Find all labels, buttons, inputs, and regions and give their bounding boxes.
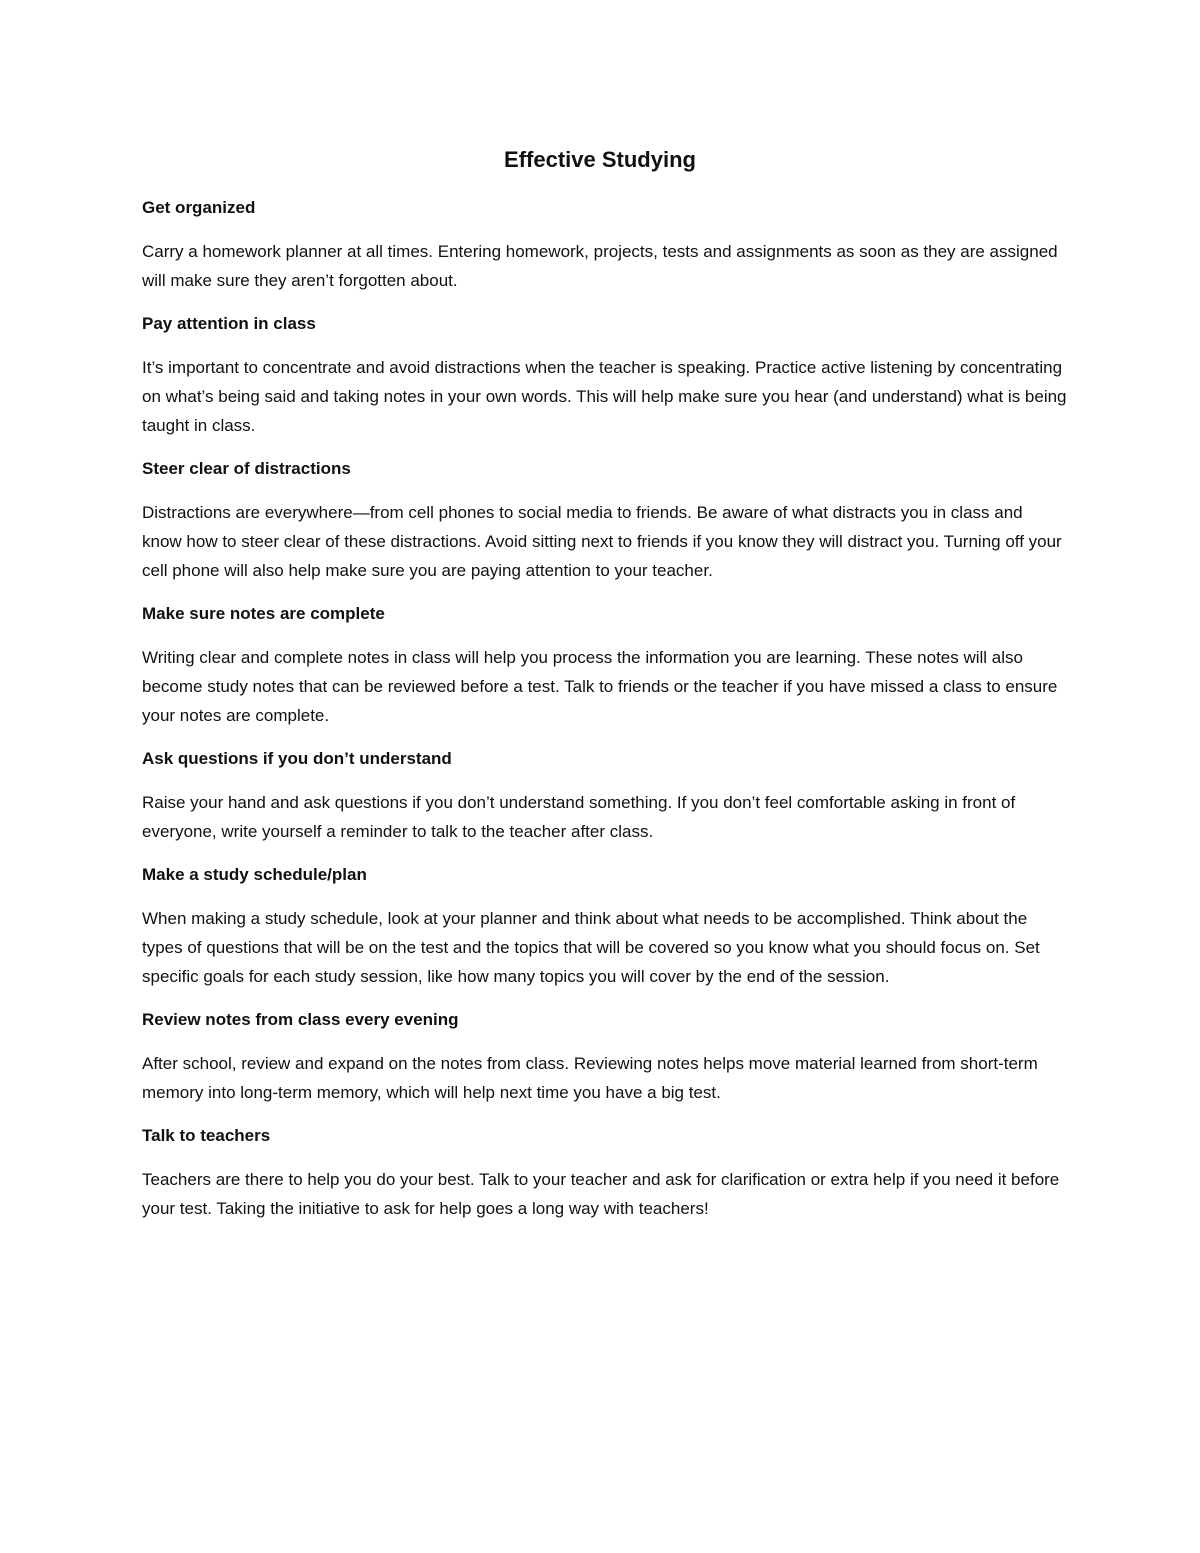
- section-heading: Talk to teachers: [142, 1126, 271, 1145]
- section-paragraph: Writing clear and complete notes in class will help you process the information you are learning. These notes will also become study notes that can be reviewed before a test. Talk to friends or the teacher if you have missed a class to ensure your notes are complete.: [142, 648, 1058, 725]
- section-heading: Ask questions if you don’t understand: [142, 749, 452, 768]
- section-paragraph: Teachers are there to help you do your best. Talk to your teacher and ask for clarification or extra help if you need it before your test. Taking the initiative to ask for help goes a long way with teachers!: [142, 1170, 1060, 1218]
- section-heading: Steer clear of distractions: [142, 459, 351, 478]
- section-paragraph: Raise your hand and ask questions if you don’t understand something. If you don’t feel comfortable asking in front of everyone, write yourself a reminder to talk to the teacher after class.: [142, 793, 1016, 841]
- section-talk-to-teachers: [142, 1121, 1067, 1223]
- section-pay-attention: [142, 309, 1067, 440]
- section-heading: Get organized: [142, 198, 256, 217]
- section-notes-complete: [142, 599, 1067, 730]
- section-heading: Review notes from class every evening: [142, 1010, 459, 1029]
- section-heading: Pay attention in class: [142, 314, 316, 333]
- document-body: [142, 193, 1067, 1237]
- section-paragraph: When making a study schedule, look at your planner and think about what needs to be accomplished. Think about the types of questions that will be on the test and the topics that will be covered so you know what you should focus on. Set specific goals for each study session, like how many topics you will cover by the end of the session.: [142, 909, 1040, 986]
- section-heading: Make a study schedule/plan: [142, 865, 367, 884]
- section-paragraph: After school, review and expand on the notes from class. Reviewing notes helps move material learned from short-term memory into long-term memory, which will help next time you have a big test.: [142, 1054, 1038, 1102]
- section-steer-clear: [142, 454, 1067, 585]
- section-review-notes: [142, 1005, 1067, 1107]
- section-paragraph: It’s important to concentrate and avoid distractions when the teacher is speaking. Practice active listening by concentrating on what’s being said and taking notes in your own words. This will help make sure you hear (and understand) what is being taught in class.: [142, 358, 1067, 435]
- section-ask-questions: [142, 744, 1067, 846]
- section-heading: Make sure notes are complete: [142, 604, 385, 623]
- section-get-organized: [142, 193, 1067, 295]
- section-paragraph: Carry a homework planner at all times. Entering homework, projects, tests and assignments as soon as they are assigned will make sure they aren’t forgotten about.: [142, 242, 1058, 290]
- section-paragraph: Distractions are everywhere—from cell phones to social media to friends. Be aware of what distracts you in class and know how to steer clear of these distractions. Avoid sitting next to friends if you know they will distract you. Turning off your cell phone will also help make sure you are paying attention to your teacher.: [142, 503, 1062, 580]
- document-title: Effective Studying: [504, 147, 696, 172]
- section-study-schedule: [142, 860, 1067, 991]
